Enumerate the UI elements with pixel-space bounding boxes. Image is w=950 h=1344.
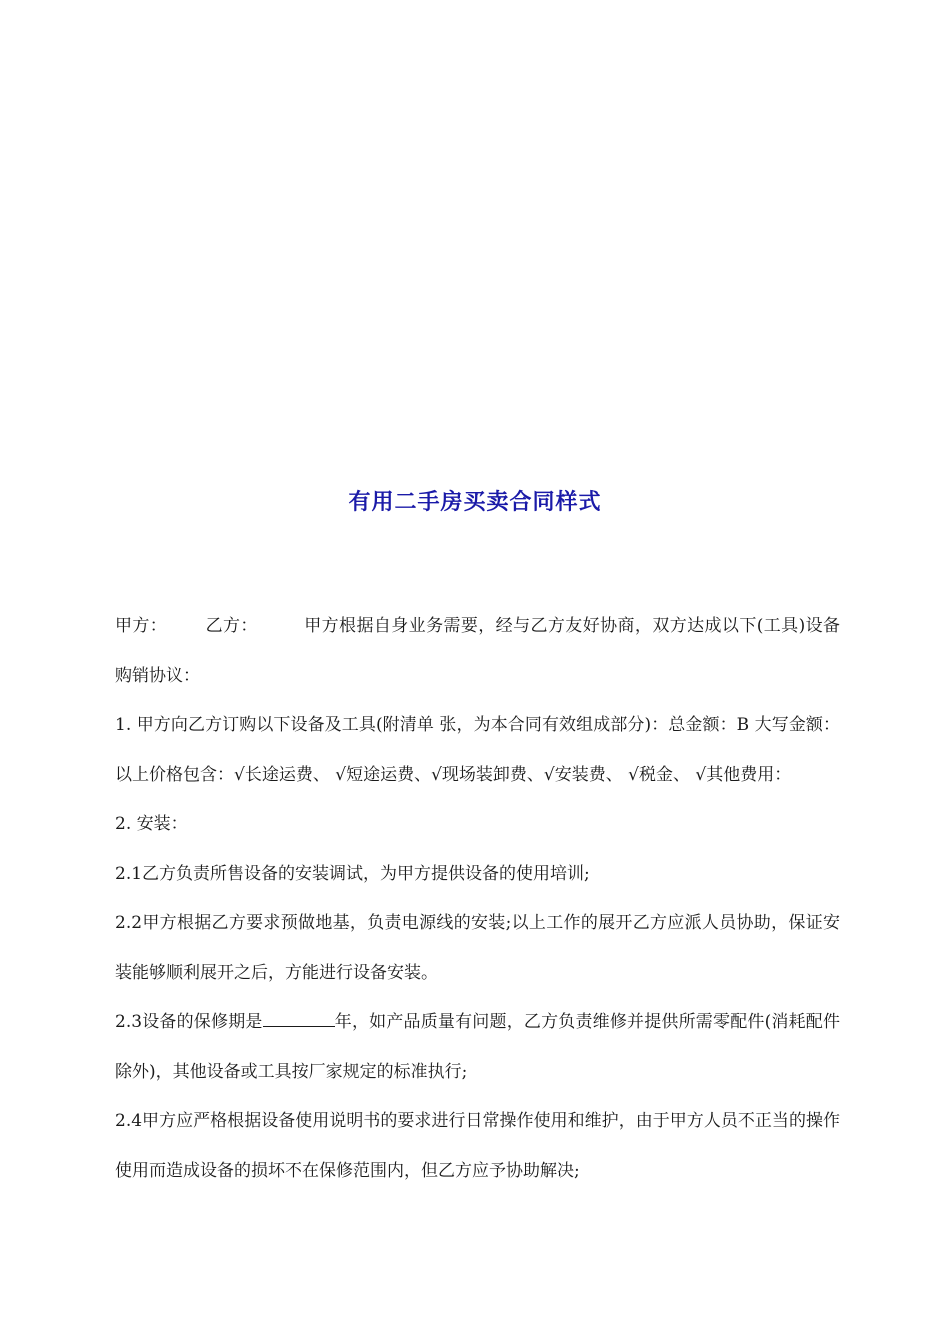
paragraph-clause-2-3	[115, 998, 840, 1097]
warranty-years-blank	[263, 1025, 335, 1027]
paragraph-parties	[115, 602, 840, 701]
paragraph-clause-2-4: 2.4甲方应严格根据设备使用说明书的要求进行日常操作使用和维护，由于甲方人员不正当的操作使用而造成设备的损坏不在保修范围内，但乙方应予协助解决;	[115, 1111, 840, 1181]
agreement-intro: 甲方根据自身业务需要，经与乙方友好协商，双方达成以下(工具)设备购销协议：	[115, 616, 841, 686]
paragraph-clause-1: 1. 甲方向乙方订购以下设备及工具(附清单 张，为本合同有效组成部分)：总金额：B 大写金额： 以上价格包含：√长途运费、 √短途运费、√现场装卸费、√安装费、 √税金、 √其他费用：	[115, 715, 840, 785]
paragraph-clause-2: 2. 安装：	[115, 814, 188, 834]
warranty-text-before: 2.3设备的保修期是	[115, 1012, 263, 1032]
document-title: 有用二手房买卖合同样式	[348, 490, 602, 515]
party-b-label: 乙方：	[205, 616, 258, 636]
paragraph-clause-2-2: 2.2甲方根据乙方要求预做地基，负责电源线的安装;以上工作的展开乙方应派人员协助，保证安装能够顺利展开之后，方能进行设备安装。	[115, 913, 840, 983]
party-a-label: 甲方：	[115, 616, 168, 636]
paragraph-clause-2-1: 2.1乙方负责所售设备的安装调试，为甲方提供设备的使用培训;	[115, 863, 590, 884]
document-body	[115, 602, 840, 1196]
warranty-text-after: 年，如产品质量有问题，乙方负责维修并提供所需零配件(消耗配件除外)，其他设备或工具按厂家规定的标准执行;	[115, 1012, 840, 1082]
